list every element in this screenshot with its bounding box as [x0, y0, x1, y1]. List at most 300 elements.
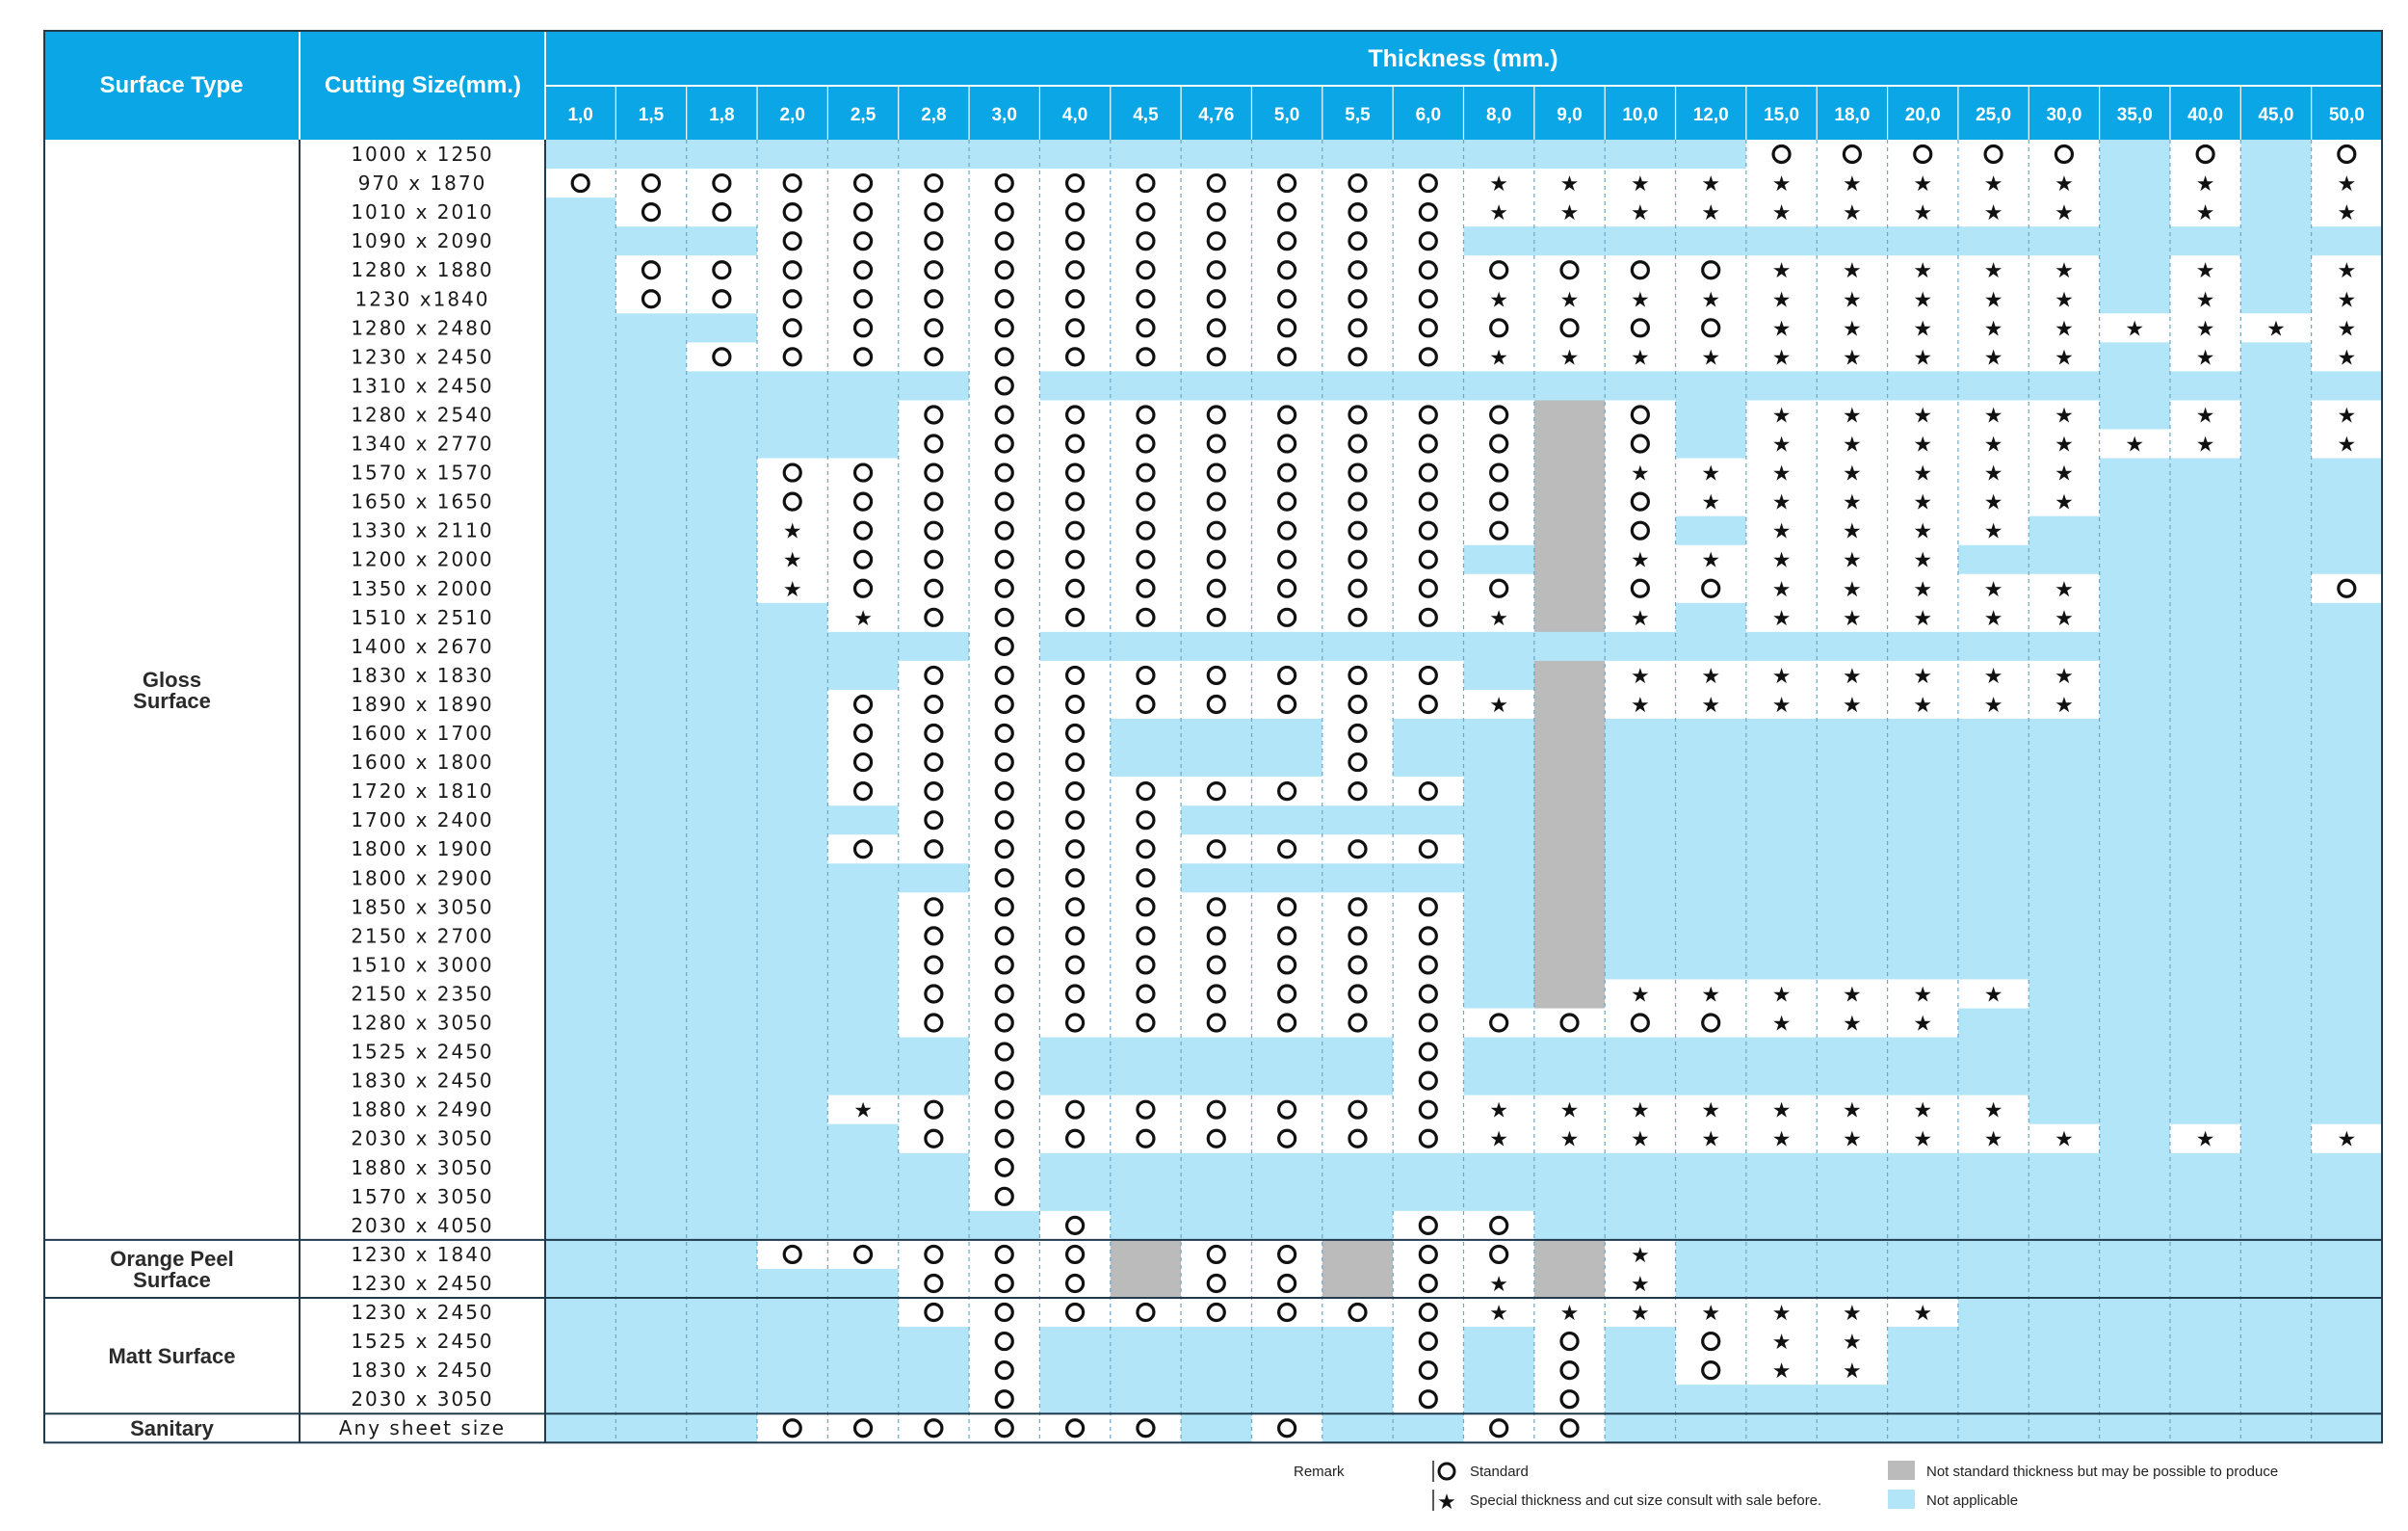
special-mark: ★: [1913, 259, 1933, 284]
grid-cell: [1111, 1211, 1182, 1241]
cutting-size-label: 1890 x 1890: [351, 692, 494, 716]
grid-cell: [1534, 1038, 1606, 1068]
grid-cell: [1746, 1153, 1818, 1183]
grid-cell: [545, 805, 616, 835]
cutting-size-label: 1000 x 1250: [351, 143, 494, 167]
grid-cell: [1322, 690, 1394, 720]
grid-cell: [1534, 1327, 1606, 1357]
grid-cell: [2312, 921, 2383, 951]
grid-cell: [969, 1240, 1040, 1270]
grid-cell: [1817, 892, 1888, 922]
grid-cell: [1393, 892, 1464, 922]
grid-cell: [2170, 1356, 2241, 1386]
grid-cell: [757, 1413, 828, 1443]
cutting-size-label: 1350 x 2000: [351, 576, 494, 600]
grid-cell: [1464, 516, 1535, 546]
special-mark: ★: [1630, 288, 1650, 313]
grid-cell: [1111, 1413, 1182, 1443]
grid-cell: [1393, 1269, 1464, 1299]
grid-cell: [827, 719, 899, 749]
grid-cell: [615, 661, 687, 691]
grid-cell: [1746, 1038, 1818, 1068]
grid-cell: [1111, 834, 1182, 864]
grid-cell: [827, 979, 899, 1009]
grid-cell: [827, 1240, 899, 1270]
grid-cell: [1039, 719, 1111, 749]
grid-cell: [1676, 1240, 1747, 1270]
grid-cell: [2240, 488, 2312, 517]
grid-cell: [757, 1124, 828, 1154]
grid-cell: [1181, 863, 1252, 893]
grid-cell: [2028, 863, 2100, 893]
grid-cell: [969, 661, 1040, 691]
grid-cell: [1746, 140, 1818, 170]
grid-cell: [757, 719, 828, 749]
grid-cell: [2240, 255, 2312, 285]
grid-cell: [687, 921, 758, 951]
grid-cell: [2100, 632, 2171, 662]
special-mark: ★: [1983, 259, 2003, 284]
grid-cell: [2100, 1124, 2171, 1154]
grid-cell: [1534, 805, 1606, 835]
special-mark: ★: [1843, 259, 1862, 284]
grid-cell: [615, 1067, 687, 1096]
grid-cell: [1888, 1153, 1959, 1183]
special-mark: ★: [1913, 346, 1933, 371]
grid-cell: [1039, 1182, 1111, 1212]
special-mark: ★: [1913, 404, 1933, 429]
grid-cell: [1817, 1211, 1888, 1241]
grid-cell: [1251, 1009, 1322, 1039]
grid-cell: [2240, 284, 2312, 314]
grid-cell: [757, 603, 828, 633]
grid-cell: [545, 1009, 616, 1039]
grid-cell: [1817, 226, 1888, 256]
grid-cell: [545, 690, 616, 720]
grid-cell: [1111, 1124, 1182, 1154]
grid-cell: [1817, 371, 1888, 401]
grid-cell: [827, 863, 899, 893]
grid-cell: [687, 226, 758, 256]
grid-cell: [1817, 950, 1888, 980]
grid-cell: [2100, 1009, 2171, 1039]
grid-cell: [615, 690, 687, 720]
grid-cell: [687, 371, 758, 401]
grid-cell: [969, 1067, 1040, 1096]
grid-cell: [615, 545, 687, 575]
special-mark: ★: [1701, 462, 1721, 487]
grid-cell: [545, 1327, 616, 1357]
grid-cell: [1251, 1211, 1322, 1241]
grid-cell: [827, 400, 899, 430]
grid-cell: [1605, 777, 1676, 806]
grid-cell: [2240, 169, 2312, 198]
special-mark: ★: [1913, 490, 1933, 515]
grid-cell: [1039, 979, 1111, 1009]
grid-cell: [899, 1385, 970, 1414]
grid-cell: [899, 140, 970, 170]
grid-cell: [1181, 1182, 1252, 1212]
grid-cell: [1464, 400, 1535, 430]
cutting-size-label: 1830 x 2450: [351, 1359, 494, 1383]
grid-cell: [969, 1413, 1040, 1443]
grid-cell: [1534, 777, 1606, 806]
grid-cell: [1181, 169, 1252, 198]
grid-cell: [1251, 834, 1322, 864]
grid-cell: [969, 863, 1040, 893]
grid-cell: [757, 892, 828, 922]
grid-cell: [1111, 1095, 1182, 1125]
special-mark: ★: [1771, 693, 1792, 718]
grid-cell: [1111, 140, 1182, 170]
grid-cell: [2240, 1240, 2312, 1270]
special-mark: ★: [1771, 259, 1792, 284]
grid-cell: [1676, 1356, 1747, 1386]
grid-cell: [1111, 1240, 1182, 1270]
grid-cell: [1746, 632, 1818, 662]
special-mark: ★: [1983, 1127, 2003, 1152]
special-mark: ★: [1771, 1098, 1792, 1123]
special-mark: ★: [1983, 346, 2003, 371]
grid-cell: [1888, 1240, 1959, 1270]
grid-cell: [827, 1356, 899, 1386]
grid-cell: [1251, 342, 1322, 372]
grid-cell: [827, 690, 899, 720]
grid-cell: [2240, 198, 2312, 227]
grid-cell: [969, 1038, 1040, 1068]
grid-cell: [1181, 516, 1252, 546]
grid-cell: [1181, 892, 1252, 922]
special-mark: ★: [1771, 664, 1792, 689]
grid-cell: [1039, 140, 1111, 170]
grid-cell: [899, 632, 970, 662]
grid-cell: [1111, 1009, 1182, 1039]
special-mark: ★: [782, 548, 802, 573]
grid-cell: [1181, 574, 1252, 604]
grid-cell: [827, 1269, 899, 1299]
grid-cell: [899, 488, 970, 517]
grid-cell: [1393, 1327, 1464, 1357]
grid-cell: [1322, 1153, 1394, 1183]
grid-cell: [687, 545, 758, 575]
grid-cell: [1039, 603, 1111, 633]
grid-cell: [1393, 459, 1464, 488]
special-mark: ★: [1489, 346, 1509, 371]
cutting-size-label: 1310 x 2450: [351, 374, 494, 398]
grid-cell: [1464, 1327, 1535, 1357]
grid-cell: [1817, 1240, 1888, 1270]
grid-cell: [1817, 1269, 1888, 1299]
grid-cell: [827, 632, 899, 662]
special-mark: ★: [1771, 606, 1792, 631]
grid-cell: [2028, 1356, 2100, 1386]
grid-cell: [2100, 574, 2171, 604]
grid-cell: [1039, 516, 1111, 546]
grid-cell: [2240, 690, 2312, 720]
grid-cell: [1181, 284, 1252, 314]
grid-cell: [1817, 1413, 1888, 1443]
special-mark: ★: [1843, 606, 1862, 631]
grid-cell: [827, 140, 899, 170]
grid-cell: [1181, 400, 1252, 430]
remark-special: Special thickness and cut size consult with sale before.: [1470, 1492, 1822, 1509]
grid-cell: [757, 921, 828, 951]
grid-cell: [687, 1009, 758, 1039]
grid-cell: [1534, 1356, 1606, 1386]
grid-cell: [827, 198, 899, 227]
cutting-size-label: 1830 x 1830: [351, 663, 494, 687]
grid-cell: [1111, 1153, 1182, 1183]
grid-cell: [1958, 545, 2029, 575]
grid-cell: [1039, 1095, 1111, 1125]
grid-cell: [545, 1095, 616, 1125]
grid-cell: [1605, 400, 1676, 430]
grid-cell: [687, 777, 758, 806]
special-mark: ★: [1983, 317, 2003, 342]
grid-cell: [615, 1269, 687, 1299]
grid-cell: [899, 719, 970, 749]
special-mark: ★: [1489, 1098, 1509, 1123]
special-mark: ★: [1843, 433, 1862, 458]
grid-cell: [2100, 690, 2171, 720]
grid-cell: [1393, 255, 1464, 285]
grid-cell: [545, 748, 616, 778]
grid-cell: [1039, 834, 1111, 864]
grid-cell: [1534, 690, 1606, 720]
grid-cell: [687, 1095, 758, 1125]
cutting-size-label: 1880 x 2490: [351, 1097, 494, 1122]
grid-cell: [2100, 1385, 2171, 1414]
special-mark: ★: [1913, 1127, 1933, 1152]
grid-cell: [1534, 488, 1606, 517]
grid-cell: [1534, 1009, 1606, 1039]
grid-cell: [1534, 1067, 1606, 1096]
grid-cell: [2312, 1038, 2383, 1068]
grid-cell: [1534, 140, 1606, 170]
grid-cell: [1039, 661, 1111, 691]
grid-cell: [545, 140, 616, 170]
thickness-header: 10,0: [1622, 105, 1659, 125]
grid-cell: [969, 950, 1040, 980]
grid-cell: [1322, 516, 1394, 546]
grid-cell: [1322, 169, 1394, 198]
grid-cell: [1817, 1153, 1888, 1183]
grid-cell: [1039, 1356, 1111, 1386]
grid-cell: [545, 284, 616, 314]
grid-cell: [899, 169, 970, 198]
grid-cell: [2240, 1038, 2312, 1068]
grid-cell: [1888, 805, 1959, 835]
grid-cell: [757, 1327, 828, 1357]
grid-cell: [1181, 748, 1252, 778]
special-mark: ★: [1630, 1127, 1650, 1152]
special-mark: ★: [2055, 664, 2074, 689]
grid-cell: [2170, 719, 2241, 749]
grid-cell: [1534, 430, 1606, 460]
grid-cell: [1111, 690, 1182, 720]
grid-cell: [1039, 950, 1111, 980]
grid-cell: [1817, 805, 1888, 835]
grid-cell: [1676, 1182, 1747, 1212]
grid-cell: [687, 1385, 758, 1414]
remark-legend: [1294, 1461, 2278, 1515]
grid-cell: [1888, 892, 1959, 922]
grid-cell: [1888, 371, 1959, 401]
grid-cell: [1393, 1413, 1464, 1443]
grid-cell: [1464, 1356, 1535, 1386]
special-mark: ★: [1913, 606, 1933, 631]
grid-cell: [1464, 921, 1535, 951]
grid-cell: [969, 834, 1040, 864]
grid-cell: [615, 284, 687, 314]
grid-cell: [2170, 1182, 2241, 1212]
grid-cell: [2312, 1095, 2383, 1125]
grid-cell: [615, 574, 687, 604]
grid-cell: [1111, 1067, 1182, 1096]
grid-cell: [1251, 632, 1322, 662]
cutting-size-label: 1880 x 3050: [351, 1155, 494, 1179]
grid-cell: [2170, 892, 2241, 922]
grid-cell: [1817, 1067, 1888, 1096]
grid-cell: [1534, 516, 1606, 546]
special-mark: ★: [1771, 433, 1792, 458]
grid-cell: [1322, 603, 1394, 633]
grid-cell: [1534, 545, 1606, 575]
cutting-size-label: 1510 x 3000: [351, 953, 494, 977]
grid-cell: [899, 574, 970, 604]
special-mark: ★: [1771, 1127, 1792, 1152]
grid-cell: [969, 1211, 1040, 1241]
grid-cell: [1393, 863, 1464, 893]
surface-type-label: Matt Surface: [108, 1344, 236, 1369]
grid-cell: [1888, 1356, 1959, 1386]
grid-cell: [1251, 574, 1322, 604]
grid-cell: [1534, 719, 1606, 749]
grid-cell: [545, 921, 616, 951]
special-mark: ★: [1983, 664, 2003, 689]
grid-cell: [757, 1095, 828, 1125]
grid-cell: [687, 1124, 758, 1154]
grid-cell: [2170, 1269, 2241, 1299]
grid-cell: [1181, 1009, 1252, 1039]
grid-cell: [615, 1356, 687, 1386]
grid-cell: [545, 198, 616, 227]
grid-cell: [545, 777, 616, 806]
grid-cell: [2312, 1067, 2383, 1096]
grid-cell: [757, 1298, 828, 1328]
grid-cell: [2100, 488, 2171, 517]
grid-cell: [1181, 950, 1252, 980]
cutting-size-label: 1280 x 2540: [351, 403, 494, 427]
grid-cell: [2170, 516, 2241, 546]
cutting-size-label: 1600 x 1800: [351, 751, 494, 775]
grid-cell: [1676, 400, 1747, 430]
grid-cell: [1393, 1009, 1464, 1039]
grid-cell: [1393, 284, 1464, 314]
special-mark: ★: [2337, 201, 2357, 226]
grid-cell: [1958, 950, 2029, 980]
grid-cell: [1746, 777, 1818, 806]
grid-cell: [1958, 1153, 2029, 1183]
grid-cell: [2028, 1240, 2100, 1270]
grid-cell: [545, 574, 616, 604]
special-mark: ★: [2055, 201, 2074, 226]
grid-cell: [2028, 1038, 2100, 1068]
special-mark: ★: [1701, 201, 1721, 226]
special-mark: ★: [1701, 490, 1721, 515]
special-mark: ★: [1771, 1359, 1792, 1385]
grid-cell: [1393, 632, 1464, 662]
special-mark: ★: [2055, 259, 2074, 284]
grid-cell: [1251, 284, 1322, 314]
grid-cell: [545, 603, 616, 633]
grid-cell: [1605, 921, 1676, 951]
grid-cell: [827, 661, 899, 691]
special-mark: ★: [1559, 1302, 1580, 1327]
grid-cell: [2240, 661, 2312, 691]
special-mark: ★: [2125, 433, 2145, 458]
grid-cell: [1958, 1211, 2029, 1241]
grid-cell: [1322, 950, 1394, 980]
grid-cell: [1111, 313, 1182, 343]
grid-cell: [1251, 255, 1322, 285]
grid-cell: [1888, 226, 1959, 256]
grid-cell: [899, 863, 970, 893]
grid-cell: [1958, 1009, 2029, 1039]
special-mark: ★: [1630, 548, 1650, 573]
special-mark: ★: [2055, 1127, 2074, 1152]
grid-cell: [2312, 516, 2383, 546]
grid-cell: [1181, 342, 1252, 372]
special-mark: ★: [2337, 172, 2357, 198]
grid-cell: [1888, 950, 1959, 980]
grid-cell: [757, 805, 828, 835]
grid-cell: [1746, 1182, 1818, 1212]
special-mark: ★: [1843, 288, 1862, 313]
grid-cell: [687, 313, 758, 343]
grid-cell: [545, 545, 616, 575]
grid-cell: [2240, 979, 2312, 1009]
grid-cell: [1181, 1413, 1252, 1443]
special-mark: ★: [2055, 693, 2074, 718]
grid-cell: [2028, 921, 2100, 951]
grid-cell: [2100, 863, 2171, 893]
grid-cell: [1888, 1385, 1959, 1414]
grid-cell: [545, 1385, 616, 1414]
special-mark: ★: [1843, 693, 1862, 718]
grid-cell: [757, 400, 828, 430]
grid-cell: [899, 834, 970, 864]
grid-cell: [1111, 255, 1182, 285]
grid-cell: [2170, 1385, 2241, 1414]
grid-cell: [757, 313, 828, 343]
special-mark: ★: [1913, 577, 1933, 602]
grid-cell: [1888, 1182, 1959, 1212]
grid-cell: [2312, 892, 2383, 922]
grid-cell: [2240, 805, 2312, 835]
grid-cell: [1322, 1124, 1394, 1154]
special-mark: ★: [1630, 172, 1650, 198]
grid-cell: [2170, 805, 2241, 835]
special-mark: ★: [1701, 664, 1721, 689]
special-mark: ★: [1771, 548, 1792, 573]
special-mark: ★: [2055, 317, 2074, 342]
grid-cell: [2100, 1327, 2171, 1357]
grid-cell: [1464, 834, 1535, 864]
grid-cell: [1039, 805, 1111, 835]
grid-cell: [1746, 748, 1818, 778]
grid-cell: [2312, 805, 2383, 835]
